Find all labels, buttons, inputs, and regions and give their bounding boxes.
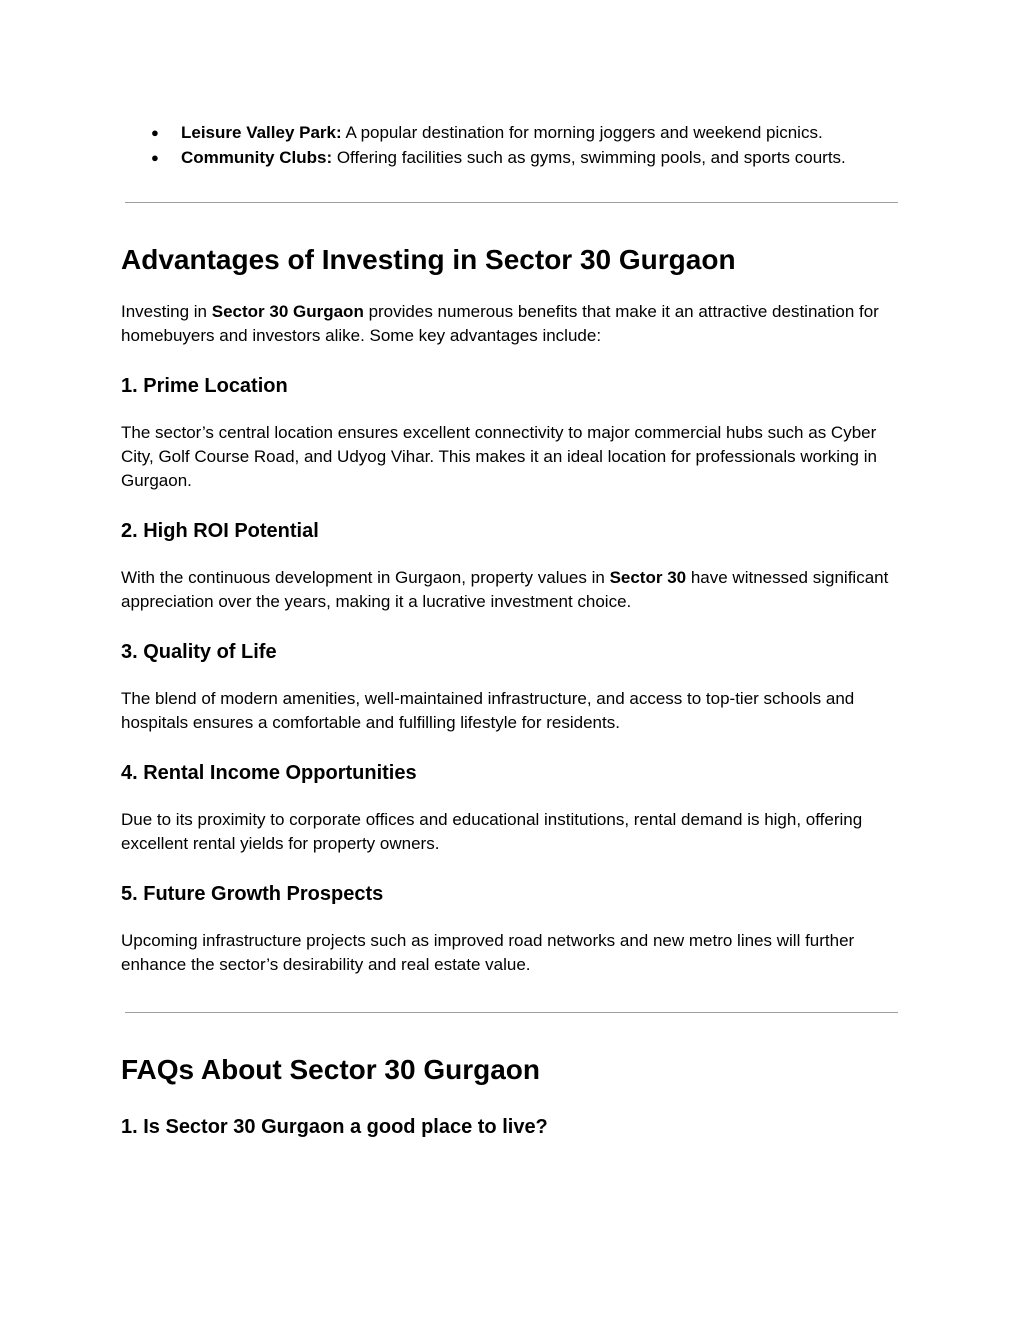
intro-bold: Sector 30 Gurgaon [211,302,364,321]
intro-text-end: provides numerous benefits that make it an attractive destination for homebuyers and investors alike. Some key advantages include: [121,302,879,345]
horizontal-divider [125,202,898,203]
advantage-title-future-growth: 5. Future Growth Prospects [121,883,384,905]
bullet-term: Community Clubs: [181,148,333,167]
bullet-icon: ● [151,150,159,165]
faq-question: 1. Is Sector 30 Gurgaon a good place to live? [121,1116,548,1138]
roi-text-end: have witnessed significant appreciation over the years, making it a lucrative investment choice. [121,568,889,611]
advantage-title-roi: 2. High ROI Potential [121,520,319,542]
bullet-text: A popular destination for morning joggers and weekend picnics. [341,123,823,142]
advantage-body-roi [121,566,896,614]
advantage-title-prime-location: 1. Prime Location [121,375,288,397]
advantage-title-rental-income: 4. Rental Income Opportunities [121,762,417,784]
advantages-intro [121,300,896,348]
advantage-body-future-growth: Upcoming infrastructure projects such as improved road networks and new metro lines will further enhance the sector’s desirability and real estate value. [121,931,855,974]
advantage-body-quality-of-life: The blend of modern amenities, well-maintained infrastructure, and access to top-tier schools and hospitals ensures a comfortable and fulfilling lifestyle for residents. [121,689,855,732]
horizontal-divider [125,1012,898,1013]
bullet-term: Leisure Valley Park: [181,123,342,142]
bullet-icon: ● [151,125,159,140]
advantages-heading: Advantages of Investing in Sector 30 Gurgaon [121,244,736,275]
advantage-body-prime-location: The sector’s central location ensures excellent connectivity to major commercial hubs such as Cyber City, Golf Course Road, and Udyog Vihar. This makes it an ideal location for professionals working in Gurgaon. [121,423,877,490]
advantage-title-quality-of-life: 3. Quality of Life [121,641,277,663]
intro-text-start: Investing in [121,302,212,321]
roi-text-start: With the continuous development in Gurgaon, property values in [121,568,610,587]
faqs-heading: FAQs About Sector 30 Gurgaon [121,1054,541,1085]
list-item [151,120,911,145]
roi-bold: Sector 30 [609,568,687,587]
advantage-body-rental-income: Due to its proximity to corporate offices and educational institutions, rental demand is high, offering excellent rental yields for property owners. [121,810,863,853]
amenities-bullet-list [151,120,911,170]
bullet-text: Offering facilities such as gyms, swimming pools, and sports courts. [332,148,846,167]
list-item [151,145,911,170]
